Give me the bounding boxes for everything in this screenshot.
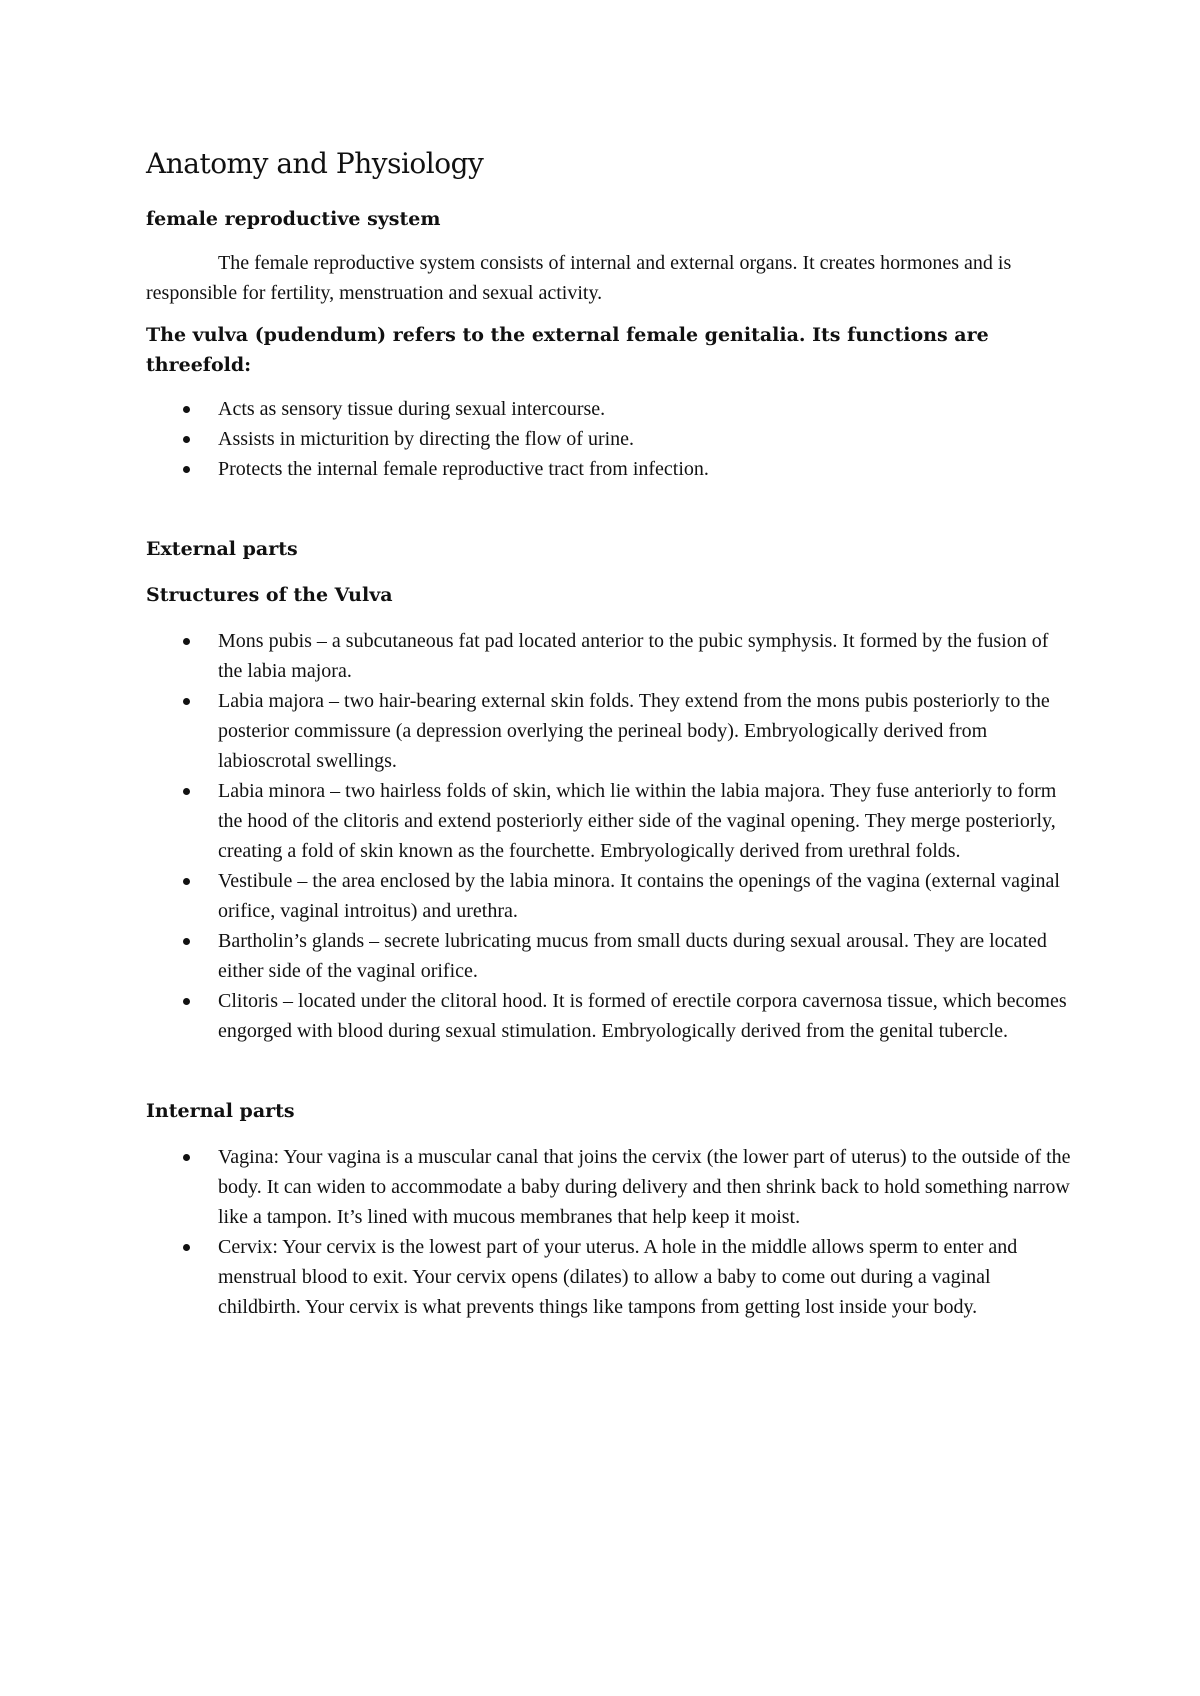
list-item <box>146 866 1071 926</box>
section-spacer <box>146 484 1071 534</box>
bullet-icon <box>183 878 190 885</box>
list-item-text: Labia majora – two hair-bearing external skin folds. They extend from the mons pubis posteriorly to the posterior commissure (a depression overlying the perineal body). Embryologically derived from labioscrotal swellings. <box>218 690 1050 772</box>
internal-parts-list <box>146 1142 1071 1322</box>
bullet-icon <box>183 998 190 1005</box>
list-item <box>146 926 1071 986</box>
list-item-text: Labia minora – two hairless folds of skin, which lie within the labia majora. They fuse anteriorly to form the hood of the clitoris and extend posteriorly either side of the vaginal opening. They merge posteriorly, creating a fold of skin known as the fourchette. Embryologically derived from urethral folds. <box>218 780 1057 862</box>
list-item <box>146 454 1071 484</box>
list-item-text: Mons pubis – a subcutaneous fat pad located anterior to the pubic symphysis. It formed by the fusion of the labia majora. <box>218 630 1049 682</box>
list-item-text: Cervix: Your cervix is the lowest part of your uterus. A hole in the middle allows sperm to enter and menstrual blood to exit. Your cervix opens (dilates) to allow a baby to come out during a vaginal childbirth. Your cervix is what prevents things like tampons from getting lost inside your body. <box>218 1236 1018 1318</box>
bullet-icon <box>183 406 190 413</box>
list-item-text: Protects the internal female reproductive tract from infection. <box>218 458 709 480</box>
external-parts-list <box>146 626 1071 1046</box>
list-item <box>146 626 1071 686</box>
list-item-text: Vagina: Your vagina is a muscular canal that joins the cervix (the lower part of uterus) to the outside of the body. It can widen to accommodate a baby during delivery and then shrink back to hold something narrow like a tampon. It’s lined with mucous membranes that help keep it moist. <box>218 1146 1071 1228</box>
external-parts-heading: External parts <box>146 538 298 560</box>
list-item <box>146 424 1071 454</box>
list-item-text: Clitoris – located under the clitoral hood. It is formed of erectile corpora cavernosa tissue, which becomes engorged with blood during sexual stimulation. Embryologically derived from the genital tubercle. <box>218 990 1067 1042</box>
list-item <box>146 394 1071 424</box>
bullet-icon <box>183 1154 190 1161</box>
bullet-icon <box>183 466 190 473</box>
vulva-intro: The vulva (pudendum) refers to the external female genitalia. Its functions are threefold: <box>146 324 989 376</box>
list-item <box>146 686 1071 776</box>
list-item-text: Bartholin’s glands – secrete lubricating mucus from small ducts during sexual arousal. They are located either side of the vaginal orifice. <box>218 930 1047 982</box>
bullet-icon <box>183 436 190 443</box>
functions-list <box>146 394 1071 484</box>
intro-paragraph: The female reproductive system consists of internal and external organs. It creates hormones and is responsible for fertility, menstruation and sexual activity. <box>146 252 1012 304</box>
bullet-icon <box>183 788 190 795</box>
list-item <box>146 1142 1071 1232</box>
list-item-text: Acts as sensory tissue during sexual intercourse. <box>218 398 606 420</box>
section-spacer <box>146 1046 1071 1096</box>
list-item <box>146 986 1071 1046</box>
bullet-icon <box>183 638 190 645</box>
document-page <box>146 146 1071 1322</box>
page-title: Anatomy and Physiology <box>146 147 484 180</box>
list-item <box>146 776 1071 866</box>
bullet-icon <box>183 938 190 945</box>
bullet-icon <box>183 1244 190 1251</box>
bullet-icon <box>183 698 190 705</box>
list-item-text: Vestibule – the area enclosed by the labia minora. It contains the openings of the vagina (external vaginal orifice, vaginal introitus) and urethra. <box>218 870 1060 922</box>
list-item <box>146 1232 1071 1322</box>
internal-parts-heading: Internal parts <box>146 1100 295 1122</box>
list-item-text: Assists in micturition by directing the flow of urine. <box>218 428 635 450</box>
page-subtitle: female reproductive system <box>146 208 441 230</box>
vulva-structures-heading: Structures of the Vulva <box>146 584 393 606</box>
